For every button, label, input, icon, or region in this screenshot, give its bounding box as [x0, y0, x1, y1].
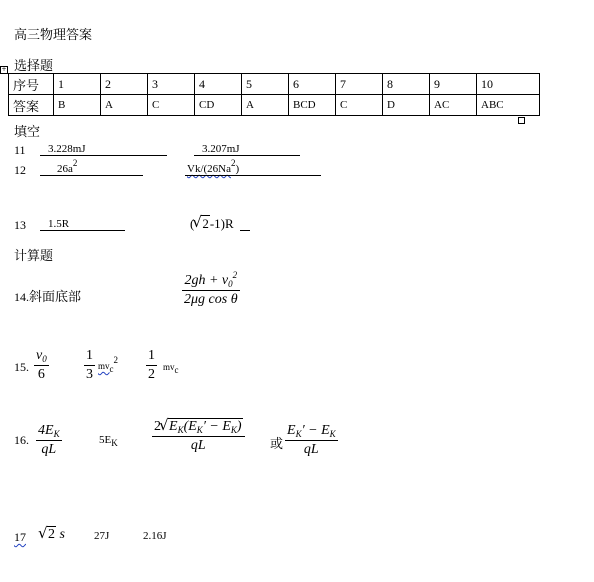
blank-line [240, 230, 250, 231]
table-cell: C [336, 95, 383, 116]
table-resize-handle-icon[interactable] [518, 117, 525, 124]
section-heading-choice: 选择题 [14, 59, 54, 74]
answer-16-mid: $5E_K$ [99, 434, 118, 448]
question-number: 12 [14, 163, 26, 177]
blank-line [40, 175, 143, 176]
question-14: 14.斜面底部 [14, 290, 82, 305]
answer-12a: $26a^2$ [57, 158, 78, 175]
blank-line [40, 230, 125, 231]
answer-11a: 3.228mJ [48, 143, 86, 155]
blank-line [40, 155, 167, 156]
page-title: 高三物理答案 [14, 28, 93, 43]
table-cell: 6 [289, 74, 336, 95]
table-cell: ABC [477, 95, 540, 116]
section-heading-calc: 计算题 [14, 249, 54, 264]
table-cell: C [148, 95, 195, 116]
table-cell: 8 [383, 74, 430, 95]
answer-17a: √ 2 s [40, 526, 65, 543]
table-cell: 9 [430, 74, 477, 95]
answer-table [8, 73, 540, 116]
answer-13b: (√ 2-1)R [190, 215, 234, 232]
answer-15-term2: $mv_c^2$ [98, 355, 119, 374]
table-cell: 2 [101, 74, 148, 95]
table-row [9, 95, 540, 116]
answer-17c: 2.16J [143, 530, 167, 542]
table-cell: CD [195, 95, 242, 116]
answer-12b: Vk/(26Na$^2$) [187, 158, 240, 175]
table-cell: A [101, 95, 148, 116]
answer-15-frac3: $\frac{1}{2}$ [148, 348, 155, 382]
table-move-handle-icon[interactable]: + [1, 66, 7, 73]
blank-line [185, 175, 321, 176]
table-cell: 5 [242, 74, 289, 95]
section-heading-fill: 填空 [14, 125, 41, 140]
table-row-header: 答案 [9, 95, 54, 116]
table-cell: 1 [54, 74, 101, 95]
answer-14-fraction: $\frac{2gh + v_0^2}{\text{2μg cos θ}}$ [184, 270, 238, 307]
table-cell: AC [430, 95, 477, 116]
answer-17b: 27J [94, 530, 110, 542]
answer-15-frac2: $\frac{1}{3}$ [86, 348, 93, 382]
table-cell: B [54, 95, 101, 116]
question-number: 15. [14, 360, 29, 374]
table-cell: 7 [336, 74, 383, 95]
answer-16-frac3: $\frac{E_K' - E_K}{qL}$ [287, 423, 336, 457]
table-cell: BCD [289, 95, 336, 116]
table-cell: D [383, 95, 430, 116]
answer-13a: 1.5R [48, 218, 70, 230]
answer-16-frac2: $\frac{2√ E_K(E_K' - E_K)}{qL}$ [152, 418, 245, 454]
answer-15-frac1: $\frac{v_0}{6}$ [36, 348, 47, 382]
table-cell: 10 [477, 74, 540, 95]
answer-16-frac1: $\frac{4E_K}{qL}$ [38, 423, 60, 457]
table-cell: 4 [195, 74, 242, 95]
question-number: 16. [14, 433, 29, 447]
answer-15-term3: $mv_c$ [163, 362, 179, 375]
question-number: 13 [14, 218, 26, 232]
question-number: 17 [14, 530, 26, 544]
blank-line [194, 155, 300, 156]
answer-11b: 3.207mJ [202, 143, 240, 155]
table-cell: 3 [148, 74, 195, 95]
or-text: 或 [270, 437, 284, 452]
table-row-header: 序号 [9, 74, 54, 95]
question-number: 11 [14, 143, 26, 157]
table-row [9, 74, 540, 95]
table-cell: A [242, 95, 289, 116]
